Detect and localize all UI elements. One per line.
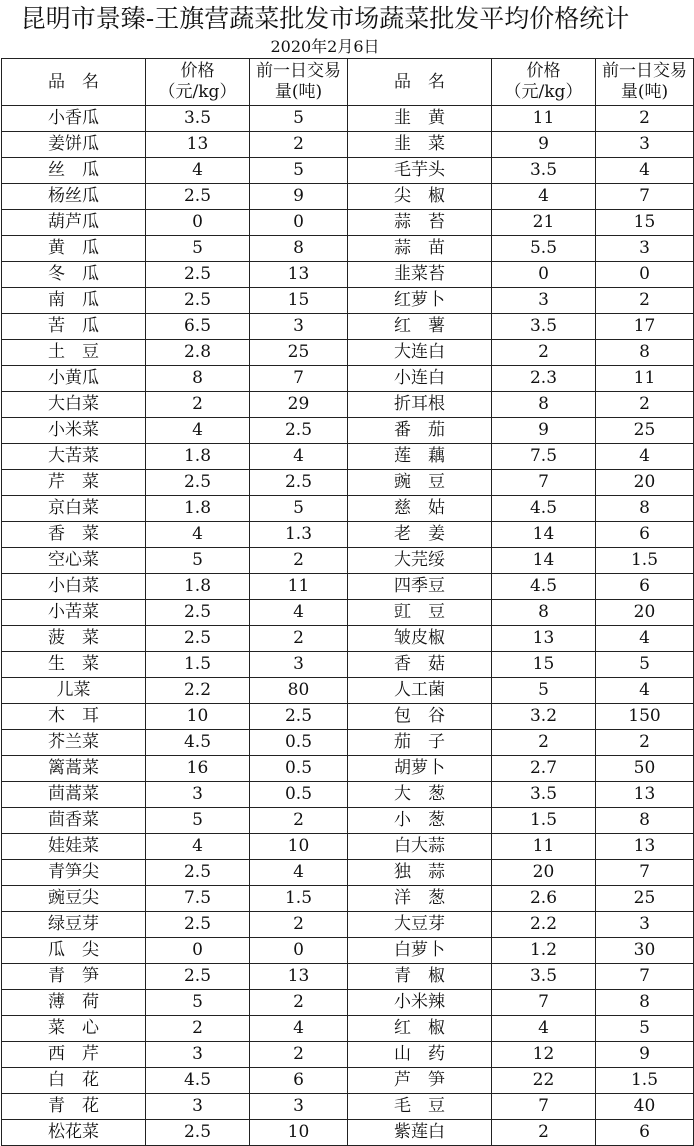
vegetable-name-cell: 洋 葱 — [348, 886, 492, 912]
volume-cell: 20 — [596, 600, 694, 626]
vegetable-name-cell: 小苦菜 — [2, 600, 146, 626]
header-price: 价格（元/kg） — [492, 59, 596, 106]
table-row — [2, 1042, 694, 1068]
table-row — [2, 132, 694, 158]
price-cell: 2 — [492, 730, 596, 756]
volume-cell: 4 — [250, 600, 348, 626]
price-cell: 2.5 — [146, 912, 250, 938]
volume-cell: 5 — [250, 106, 348, 132]
vegetable-name-cell: 菜 心 — [2, 1016, 146, 1042]
price-cell: 3.5 — [492, 158, 596, 184]
page-title: 昆明市景臻-王旗营蔬菜批发市场蔬菜批发平均价格统计 — [20, 4, 630, 33]
volume-cell: 13 — [250, 262, 348, 288]
volume-cell: 5 — [596, 652, 694, 678]
vegetable-name-cell: 葫芦瓜 — [2, 210, 146, 236]
vegetable-name-cell: 青 椒 — [348, 964, 492, 990]
volume-cell: 10 — [250, 1120, 348, 1146]
price-cell: 4 — [146, 158, 250, 184]
vegetable-name-cell: 豌 豆 — [348, 470, 492, 496]
vegetable-name-cell: 娃娃菜 — [2, 834, 146, 860]
price-cell: 3.5 — [492, 964, 596, 990]
vegetable-name-cell: 紫莲白 — [348, 1120, 492, 1146]
price-cell: 1.5 — [146, 652, 250, 678]
vegetable-name-cell: 四季豆 — [348, 574, 492, 600]
table-row — [2, 366, 694, 392]
price-cell: 4 — [492, 184, 596, 210]
volume-cell: 8 — [596, 340, 694, 366]
price-cell: 5 — [146, 808, 250, 834]
vegetable-name-cell: 芥兰菜 — [2, 730, 146, 756]
vegetable-name-cell: 折耳根 — [348, 392, 492, 418]
table-row — [2, 704, 694, 730]
volume-cell: 15 — [596, 210, 694, 236]
volume-cell: 13 — [596, 782, 694, 808]
vegetable-name-cell: 生 菜 — [2, 652, 146, 678]
volume-cell: 2 — [596, 288, 694, 314]
volume-cell: 30 — [596, 938, 694, 964]
volume-cell: 5 — [596, 1016, 694, 1042]
vegetable-name-cell: 绿豆芽 — [2, 912, 146, 938]
table-row — [2, 964, 694, 990]
price-cell: 1.8 — [146, 444, 250, 470]
vegetable-name-cell: 西 芹 — [2, 1042, 146, 1068]
vegetable-name-cell: 小 葱 — [348, 808, 492, 834]
volume-cell: 13 — [250, 964, 348, 990]
volume-cell: 15 — [250, 288, 348, 314]
vegetable-name-cell: 香 菇 — [348, 652, 492, 678]
vegetable-name-cell: 苦 瓜 — [2, 314, 146, 340]
vegetable-name-cell: 小黄瓜 — [2, 366, 146, 392]
table-row — [2, 444, 694, 470]
volume-cell: 7 — [250, 366, 348, 392]
volume-cell: 2.5 — [250, 704, 348, 730]
volume-cell: 1.3 — [250, 522, 348, 548]
vegetable-name-cell: 大苦菜 — [2, 444, 146, 470]
price-cell: 4.5 — [492, 496, 596, 522]
report-date: 2020年2月6日 — [270, 37, 380, 56]
table-row — [2, 1068, 694, 1094]
price-cell: 11 — [492, 834, 596, 860]
table-row — [2, 392, 694, 418]
price-cell: 3 — [146, 1094, 250, 1120]
vegetable-name-cell: 豇 豆 — [348, 600, 492, 626]
price-cell: 8 — [492, 392, 596, 418]
volume-cell: 2 — [250, 626, 348, 652]
vegetable-name-cell: 独 蒜 — [348, 860, 492, 886]
vegetable-name-cell: 小连白 — [348, 366, 492, 392]
volume-cell: 8 — [596, 496, 694, 522]
volume-cell: 11 — [250, 574, 348, 600]
price-cell: 4 — [146, 522, 250, 548]
volume-cell: 3 — [250, 1094, 348, 1120]
vegetable-name-cell: 大连白 — [348, 340, 492, 366]
table-row — [2, 990, 694, 1016]
price-cell: 2 — [146, 392, 250, 418]
vegetable-name-cell: 茄 子 — [348, 730, 492, 756]
vegetable-name-cell: 毛 豆 — [348, 1094, 492, 1120]
volume-cell: 7 — [596, 964, 694, 990]
price-cell: 22 — [492, 1068, 596, 1094]
table-row — [2, 1120, 694, 1146]
vegetable-name-cell: 蒜 苗 — [348, 236, 492, 262]
volume-cell: 25 — [250, 340, 348, 366]
volume-cell: 1.5 — [250, 886, 348, 912]
vegetable-name-cell: 土 豆 — [2, 340, 146, 366]
table-row — [2, 522, 694, 548]
volume-cell: 6 — [596, 1120, 694, 1146]
table-row — [2, 1094, 694, 1120]
price-cell: 2.5 — [146, 184, 250, 210]
table-row — [2, 262, 694, 288]
vegetable-name-cell: 白萝卜 — [348, 938, 492, 964]
vegetable-name-cell: 白 花 — [2, 1068, 146, 1094]
price-cell: 1.2 — [492, 938, 596, 964]
vegetable-name-cell: 小米菜 — [2, 418, 146, 444]
volume-cell: 25 — [596, 418, 694, 444]
vegetable-name-cell: 香 菜 — [2, 522, 146, 548]
price-cell: 5 — [492, 678, 596, 704]
vegetable-name-cell: 丝 瓜 — [2, 158, 146, 184]
table-row — [2, 808, 694, 834]
vegetable-name-cell: 儿菜 — [2, 678, 146, 704]
volume-cell: 2 — [250, 548, 348, 574]
vegetable-name-cell: 慈 姑 — [348, 496, 492, 522]
table-row — [2, 496, 694, 522]
table-row — [2, 600, 694, 626]
price-cell: 2.5 — [146, 626, 250, 652]
volume-cell: 4 — [596, 158, 694, 184]
price-cell: 4.5 — [492, 574, 596, 600]
vegetable-name-cell: 人工菌 — [348, 678, 492, 704]
volume-cell: 3 — [250, 652, 348, 678]
price-cell: 8 — [492, 600, 596, 626]
vegetable-name-cell: 芹 菜 — [2, 470, 146, 496]
price-cell: 10 — [146, 704, 250, 730]
volume-cell: 2 — [250, 990, 348, 1016]
vegetable-name-cell: 红 椒 — [348, 1016, 492, 1042]
volume-cell: 2 — [250, 808, 348, 834]
volume-cell: 9 — [596, 1042, 694, 1068]
vegetable-name-cell: 小香瓜 — [2, 106, 146, 132]
table-row — [2, 548, 694, 574]
price-cell: 5.5 — [492, 236, 596, 262]
volume-cell: 8 — [596, 808, 694, 834]
vegetable-name-cell: 蒜 苔 — [348, 210, 492, 236]
table-row — [2, 678, 694, 704]
price-cell: 0 — [146, 938, 250, 964]
table-row — [2, 418, 694, 444]
table-row — [2, 314, 694, 340]
vegetable-name-cell: 大 葱 — [348, 782, 492, 808]
price-cell: 1.8 — [146, 574, 250, 600]
price-cell: 2.5 — [146, 600, 250, 626]
price-cell: 7.5 — [146, 886, 250, 912]
price-cell: 0 — [492, 262, 596, 288]
price-cell: 7 — [492, 470, 596, 496]
volume-cell: 0 — [250, 938, 348, 964]
volume-cell: 7 — [596, 860, 694, 886]
vegetable-name-cell: 毛芋头 — [348, 158, 492, 184]
volume-cell: 0 — [596, 262, 694, 288]
price-cell: 14 — [492, 548, 596, 574]
volume-cell: 6 — [250, 1068, 348, 1094]
table-row — [2, 938, 694, 964]
table-row — [2, 912, 694, 938]
price-cell: 11 — [492, 106, 596, 132]
vegetable-name-cell: 白大蒜 — [348, 834, 492, 860]
price-cell: 5 — [146, 236, 250, 262]
volume-cell: 2 — [250, 1042, 348, 1068]
vegetable-name-cell: 韭 菜 — [348, 132, 492, 158]
price-cell: 5 — [146, 990, 250, 1016]
vegetable-name-cell: 黄 瓜 — [2, 236, 146, 262]
volume-cell: 2 — [596, 392, 694, 418]
vegetable-name-cell: 京白菜 — [2, 496, 146, 522]
volume-cell: 6 — [596, 522, 694, 548]
price-cell: 3.5 — [492, 314, 596, 340]
volume-cell: 4 — [250, 444, 348, 470]
volume-cell: 4 — [596, 626, 694, 652]
vegetable-name-cell: 青笋尖 — [2, 860, 146, 886]
price-cell: 3 — [146, 782, 250, 808]
vegetable-name-cell: 小白菜 — [2, 574, 146, 600]
table-row — [2, 340, 694, 366]
vegetable-name-cell: 瓜 尖 — [2, 938, 146, 964]
price-cell: 2.5 — [146, 470, 250, 496]
volume-cell: 2 — [596, 730, 694, 756]
table-row — [2, 106, 694, 132]
vegetable-name-cell: 韭 黄 — [348, 106, 492, 132]
price-cell: 9 — [492, 418, 596, 444]
table-row — [2, 574, 694, 600]
volume-cell: 10 — [250, 834, 348, 860]
vegetable-name-cell: 南 瓜 — [2, 288, 146, 314]
vegetable-name-cell: 杨丝瓜 — [2, 184, 146, 210]
price-cell: 13 — [492, 626, 596, 652]
volume-cell: 0 — [250, 210, 348, 236]
volume-cell: 25 — [596, 886, 694, 912]
table-row — [2, 782, 694, 808]
vegetable-name-cell: 老 姜 — [348, 522, 492, 548]
volume-cell: 4 — [250, 860, 348, 886]
volume-cell: 0.5 — [250, 782, 348, 808]
table-row — [2, 1016, 694, 1042]
price-cell: 0 — [146, 210, 250, 236]
price-cell: 4 — [492, 1016, 596, 1042]
price-cell: 2.2 — [492, 912, 596, 938]
price-cell: 14 — [492, 522, 596, 548]
header-price: 价格（元/kg） — [146, 59, 250, 106]
price-cell: 3.5 — [492, 782, 596, 808]
price-cell: 4 — [146, 418, 250, 444]
price-cell: 7 — [492, 990, 596, 1016]
price-cell: 2.5 — [146, 288, 250, 314]
volume-cell: 3 — [596, 912, 694, 938]
header-volume: 前一日交易量(吨) — [596, 59, 694, 106]
vegetable-name-cell: 大芫绥 — [348, 548, 492, 574]
vegetable-name-cell: 大白菜 — [2, 392, 146, 418]
table-row — [2, 860, 694, 886]
volume-cell: 6 — [596, 574, 694, 600]
vegetable-name-cell: 篱蒿菜 — [2, 756, 146, 782]
price-cell: 3 — [146, 1042, 250, 1068]
volume-cell: 4 — [596, 678, 694, 704]
price-cell: 1.8 — [146, 496, 250, 522]
volume-cell: 2 — [596, 106, 694, 132]
vegetable-name-cell: 姜饼瓜 — [2, 132, 146, 158]
price-cell: 1.5 — [492, 808, 596, 834]
volume-cell: 8 — [596, 990, 694, 1016]
volume-cell: 2.5 — [250, 418, 348, 444]
price-cell: 2 — [146, 1016, 250, 1042]
price-cell: 2.7 — [492, 756, 596, 782]
volume-cell: 17 — [596, 314, 694, 340]
table-row — [2, 834, 694, 860]
price-cell: 5 — [146, 548, 250, 574]
price-cell: 2.5 — [146, 860, 250, 886]
volume-cell: 8 — [250, 236, 348, 262]
header-volume: 前一日交易量(吨) — [250, 59, 348, 106]
price-table — [1, 58, 694, 1146]
price-cell: 12 — [492, 1042, 596, 1068]
vegetable-name-cell: 茴蒿菜 — [2, 782, 146, 808]
price-cell: 15 — [492, 652, 596, 678]
vegetable-name-cell: 山 药 — [348, 1042, 492, 1068]
table-body — [2, 106, 694, 1146]
volume-cell: 11 — [596, 366, 694, 392]
price-cell: 13 — [146, 132, 250, 158]
table-row — [2, 288, 694, 314]
vegetable-name-cell: 松花菜 — [2, 1120, 146, 1146]
volume-cell: 50 — [596, 756, 694, 782]
price-cell: 3.5 — [146, 106, 250, 132]
vegetable-name-cell: 芦 笋 — [348, 1068, 492, 1094]
table-row — [2, 470, 694, 496]
vegetable-name-cell: 莲 藕 — [348, 444, 492, 470]
price-cell: 2.5 — [146, 1120, 250, 1146]
vegetable-name-cell: 茴香菜 — [2, 808, 146, 834]
price-cell: 4 — [146, 834, 250, 860]
volume-cell: 5 — [250, 496, 348, 522]
price-cell: 6.5 — [146, 314, 250, 340]
price-cell: 9 — [492, 132, 596, 158]
vegetable-name-cell: 番 茄 — [348, 418, 492, 444]
table-row — [2, 886, 694, 912]
volume-cell: 13 — [596, 834, 694, 860]
price-cell: 4.5 — [146, 1068, 250, 1094]
vegetable-name-cell: 小米辣 — [348, 990, 492, 1016]
volume-cell: 4 — [596, 444, 694, 470]
table-row — [2, 184, 694, 210]
vegetable-name-cell: 胡萝卜 — [348, 756, 492, 782]
volume-cell: 9 — [250, 184, 348, 210]
volume-cell: 3 — [596, 236, 694, 262]
price-cell: 20 — [492, 860, 596, 886]
vegetable-name-cell: 豌豆尖 — [2, 886, 146, 912]
vegetable-name-cell: 皱皮椒 — [348, 626, 492, 652]
price-cell: 2.6 — [492, 886, 596, 912]
volume-cell: 0.5 — [250, 730, 348, 756]
volume-cell: 1.5 — [596, 1068, 694, 1094]
vegetable-name-cell: 包 谷 — [348, 704, 492, 730]
price-cell: 3 — [492, 288, 596, 314]
volume-cell: 150 — [596, 704, 694, 730]
vegetable-name-cell: 青 花 — [2, 1094, 146, 1120]
table-row — [2, 626, 694, 652]
table-row — [2, 756, 694, 782]
volume-cell: 40 — [596, 1094, 694, 1120]
price-cell: 16 — [146, 756, 250, 782]
vegetable-name-cell: 木 耳 — [2, 704, 146, 730]
price-cell: 21 — [492, 210, 596, 236]
price-cell: 7 — [492, 1094, 596, 1120]
vegetable-name-cell: 菠 菜 — [2, 626, 146, 652]
vegetable-name-cell: 红 薯 — [348, 314, 492, 340]
table-row — [2, 210, 694, 236]
table-row — [2, 158, 694, 184]
volume-cell: 20 — [596, 470, 694, 496]
volume-cell: 4 — [250, 1016, 348, 1042]
price-cell: 3.2 — [492, 704, 596, 730]
price-cell: 2 — [492, 1120, 596, 1146]
volume-cell: 3 — [250, 314, 348, 340]
volume-cell: 2.5 — [250, 470, 348, 496]
volume-cell: 2 — [250, 132, 348, 158]
price-cell: 4.5 — [146, 730, 250, 756]
volume-cell: 1.5 — [596, 548, 694, 574]
price-cell: 8 — [146, 366, 250, 392]
price-cell: 2.5 — [146, 964, 250, 990]
vegetable-name-cell: 红萝卜 — [348, 288, 492, 314]
volume-cell: 5 — [250, 158, 348, 184]
volume-cell: 3 — [596, 132, 694, 158]
price-cell: 2.5 — [146, 262, 250, 288]
volume-cell: 7 — [596, 184, 694, 210]
price-cell: 2.3 — [492, 366, 596, 392]
header-name: 品 名 — [348, 59, 492, 106]
vegetable-name-cell: 薄 荷 — [2, 990, 146, 1016]
price-cell: 7.5 — [492, 444, 596, 470]
vegetable-name-cell: 大豆芽 — [348, 912, 492, 938]
table-row — [2, 652, 694, 678]
price-cell: 2.2 — [146, 678, 250, 704]
price-cell: 2 — [492, 340, 596, 366]
table-row — [2, 236, 694, 262]
vegetable-name-cell: 空心菜 — [2, 548, 146, 574]
vegetable-name-cell: 韭菜苔 — [348, 262, 492, 288]
volume-cell: 80 — [250, 678, 348, 704]
vegetable-name-cell: 尖 椒 — [348, 184, 492, 210]
volume-cell: 2 — [250, 912, 348, 938]
header-name: 品 名 — [2, 59, 146, 106]
volume-cell: 0.5 — [250, 756, 348, 782]
price-cell: 2.8 — [146, 340, 250, 366]
vegetable-name-cell: 冬 瓜 — [2, 262, 146, 288]
table-header-row — [2, 59, 694, 106]
vegetable-name-cell: 青 笋 — [2, 964, 146, 990]
table-row — [2, 730, 694, 756]
volume-cell: 29 — [250, 392, 348, 418]
